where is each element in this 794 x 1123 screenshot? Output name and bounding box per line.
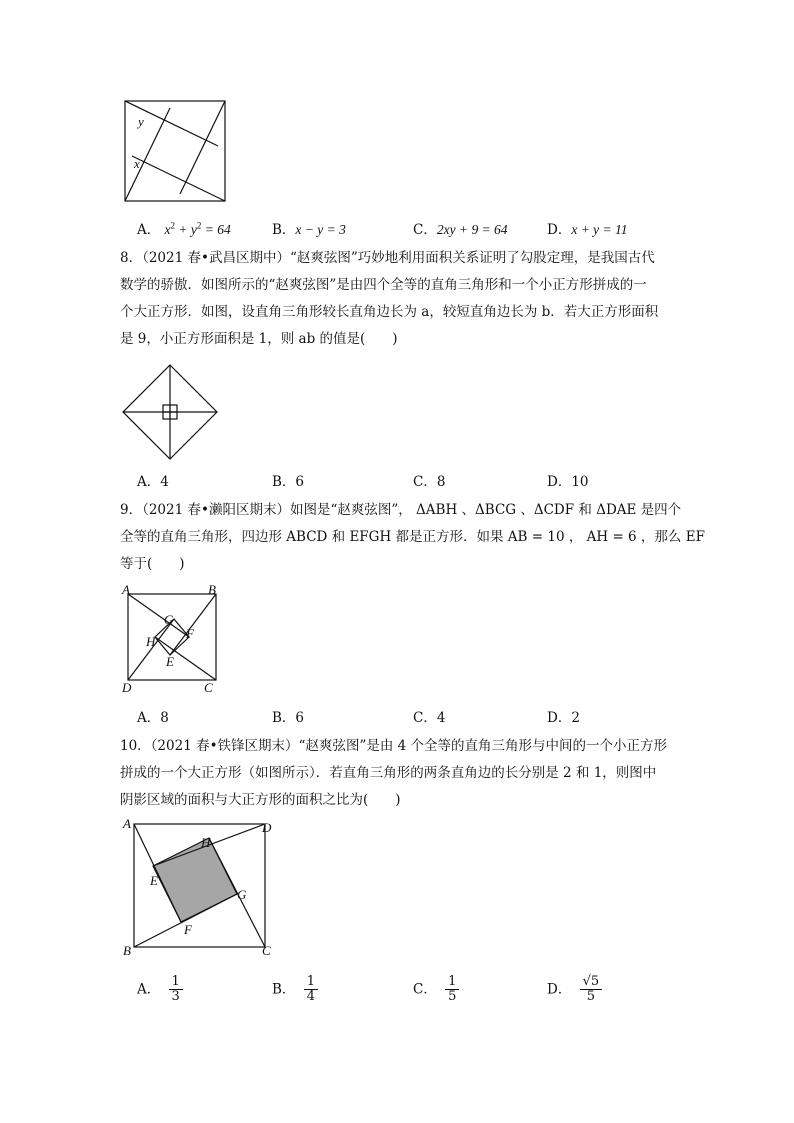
q10-figure: [120, 814, 280, 958]
q8-text-line-2: 数学的骄傲．如图所示的“赵爽弦图”是由四个全等的直角三角形和一个小正方形拼成的一: [120, 277, 647, 293]
q9-label-d: D: [122, 680, 132, 695]
q10-text-line-3: 阴影区域的面积与大正方形的面积之比为( ): [120, 792, 401, 808]
q10-label-c: C: [262, 943, 271, 958]
q7-label-x: x: [134, 156, 140, 171]
q10-label-d: D: [262, 820, 272, 835]
q10-option-a[interactable]: A． $\frac{1}{3}$: [137, 975, 183, 1005]
q9-label-f: F: [186, 626, 194, 641]
q10-label-f: F: [184, 922, 192, 937]
q7-option-c[interactable]: C．2xy + 9 = 64: [413, 222, 508, 238]
q10-option-d[interactable]: D． $\frac{√5}{5}$: [547, 975, 602, 1005]
q7-label-y: y: [138, 114, 144, 129]
q10-option-d-fraction: $\frac{√5}{5}$: [580, 975, 603, 1005]
q10-label-a: A: [123, 816, 131, 831]
q9-text-line-1: 9．（2021 春•濑阳区期末）如图是“赵爽弦图”， ΔABH 、ΔBCG 、ΔCDF 和 ΔDAE 是四个: [120, 502, 682, 518]
q10-text-line-1: 10．（2021 春•铁锋区期末）“赵爽弦图”是由 4 个全等的直角三角形与中间的一个小正方形: [120, 738, 668, 754]
q10-label-b: B: [123, 943, 131, 958]
q10-label-h: H: [201, 835, 211, 850]
q8-text-line-4: 是 9，小正方形面积是 1，则 ab 的值是( ): [120, 331, 398, 347]
q7-option-a[interactable]: A． $x^2 + y^2 = 64$: [137, 220, 231, 238]
q8-option-a[interactable]: A．4: [137, 474, 169, 490]
q7-figure: [120, 96, 230, 206]
q9-label-h: H: [146, 634, 156, 649]
q9-label-c: C: [204, 680, 213, 695]
q9-text-line-2: 全等的直角三角形，四边形 ABCD 和 EFGH 都是正方形．如果 AB = 10 ， AH = 6 ，那么 EF: [120, 529, 705, 545]
q10-option-c-fraction: $\frac{1}{5}$: [445, 975, 459, 1005]
q10-label-e: E: [150, 873, 158, 888]
q7-option-b[interactable]: B．x − y = 3: [272, 222, 346, 238]
q9-text-line-3: 等于( ): [120, 556, 185, 572]
q9-label-g: G: [164, 612, 174, 627]
q8-figure: [120, 362, 220, 462]
q8-option-b[interactable]: B．6: [272, 474, 305, 490]
q10-text-line-2: 拼成的一个大正方形（如图所示）．若直角三角形的两条直角边的长分别是 2 和 1，则图中: [120, 765, 657, 781]
q10-option-b-fraction: $\frac{1}{4}$: [304, 975, 318, 1005]
q10-option-b[interactable]: B． $\frac{1}{4}$: [272, 975, 318, 1005]
q9-figure: [120, 582, 230, 694]
q8-text-line-1: 8．（2021 春•武昌区期中）“赵爽弦图”巧妙地利用面积关系证明了勾股定理，是我国古代: [120, 250, 655, 266]
q9-label-a: A: [122, 582, 130, 597]
q9-label-b: B: [208, 582, 216, 597]
q9-label-e: E: [166, 654, 174, 669]
q9-option-d[interactable]: D．2: [547, 710, 580, 726]
q8-option-d[interactable]: D．10: [547, 474, 589, 490]
q10-option-a-fraction: $\frac{1}{3}$: [169, 975, 183, 1005]
q8-text-line-3: 个大正方形．如图，设直角三角形较长直角边长为 a，较短直角边长为 b．若大正方形面积: [120, 304, 659, 320]
q9-option-a[interactable]: A．8: [137, 710, 169, 726]
q7-option-d[interactable]: D．x + y = 11: [547, 222, 628, 238]
q10-label-g: G: [237, 887, 247, 902]
q9-option-b[interactable]: B．6: [272, 710, 305, 726]
q10-option-c[interactable]: C． $\frac{1}{5}$: [413, 975, 459, 1005]
q9-option-c[interactable]: C．4: [413, 710, 446, 726]
q8-option-c[interactable]: C．8: [413, 474, 446, 490]
